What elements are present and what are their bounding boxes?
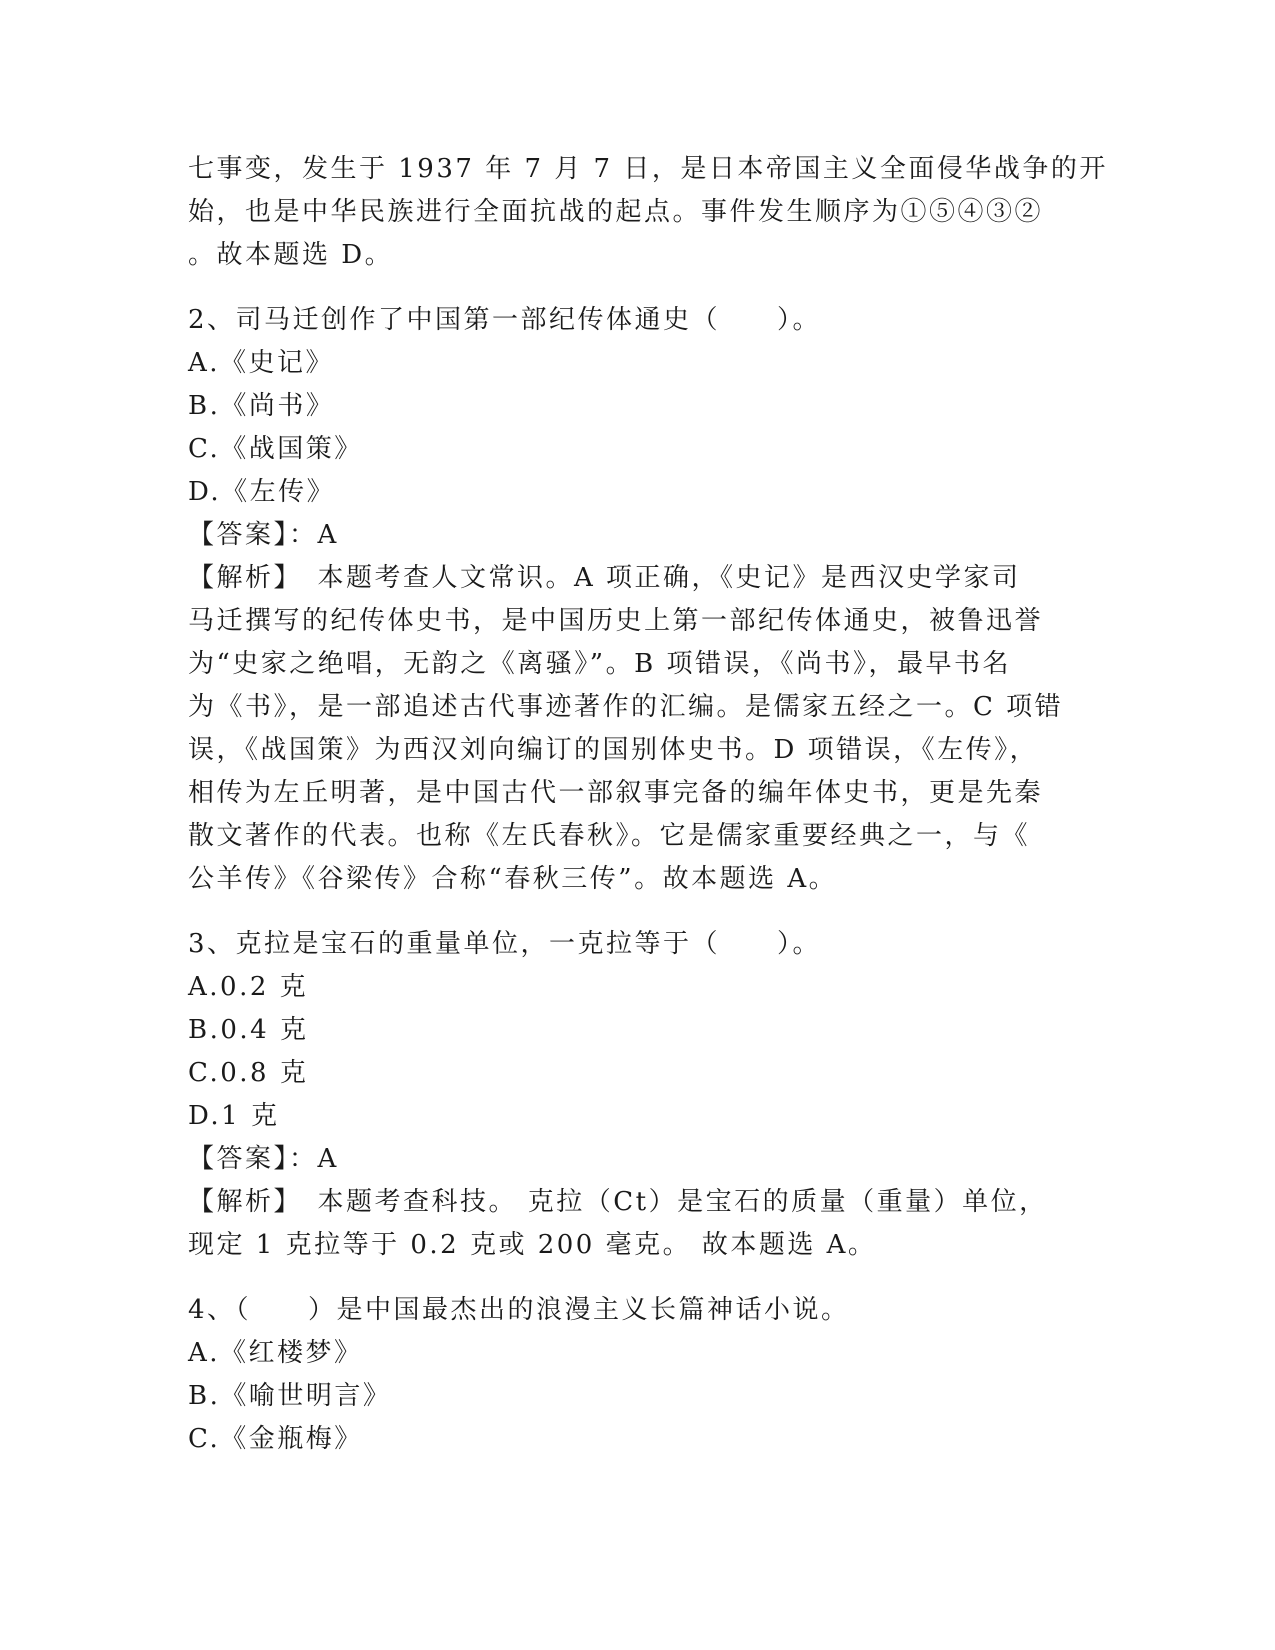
document-page <box>188 148 1108 1461</box>
option-a: A.《红楼梦》 <box>188 1338 363 1368</box>
text-line: 现定 1 克拉等于 0.2 克或 200 毫克。 故本题选 A。 <box>188 1230 877 1260</box>
text-line: 始，也是中华民族进行全面抗战的起点。事件发生顺序为①⑤④③② <box>188 197 1044 227</box>
text-line: 公羊传》《谷梁传》合称“春秋三传”。故本题选 A。 <box>188 864 838 894</box>
text-line: 误，《战国策》为西汉刘向编订的国别体史书。D 项错误，《左传》， <box>188 735 1039 765</box>
option-b: B.《喻世明言》 <box>188 1381 392 1411</box>
analysis-paragraph <box>188 1181 1088 1267</box>
text-line: 马迁撰写的纪传体史书，是中国历史上第一部纪传体通史，被鲁迅誉 <box>188 606 1044 636</box>
question-4 <box>188 1289 1088 1461</box>
text-line: 。故本题选 D。 <box>188 240 394 270</box>
analysis-paragraph <box>188 557 1088 901</box>
question-3 <box>188 923 1088 1267</box>
text-line: 为《书》，是一部追述古代事迹著作的汇编。是儒家五经之一。C 项错 <box>188 692 1064 722</box>
text-line: 【解析】 本题考查人文常识。A 项正确，《史记》是西汉史学家司 <box>188 563 1021 593</box>
text-line: 【解析】 本题考查科技。 克拉（Ct）是宝石的质量（重量）单位， <box>188 1187 1048 1217</box>
text-line: 为“史家之绝唱，无韵之《离骚》”。B 项错误，《尚书》，最早书名 <box>188 649 1011 679</box>
option-d: D.1 克 <box>188 1101 280 1131</box>
option-c: C.《战国策》 <box>188 434 363 464</box>
answer-line: 【答案】：A <box>188 1144 339 1174</box>
question-text: 4、（ ）是中国最杰出的浪漫主义长篇神话小说。 <box>188 1295 850 1325</box>
question-text: 2、司马迁创作了中国第一部纪传体通史（ ）。 <box>188 305 822 335</box>
intro-paragraph <box>188 148 1108 277</box>
answer-line: 【答案】：A <box>188 520 339 550</box>
option-a: A.《史记》 <box>188 348 335 378</box>
option-c: C.0.8 克 <box>188 1058 309 1088</box>
option-b: B.0.4 克 <box>188 1015 309 1045</box>
text-line: 七事变，发生于 1937 年 7 月 7 日，是日本帝国主义全面侵华战争的开 <box>188 154 1108 184</box>
option-b: B.《尚书》 <box>188 391 335 421</box>
option-c: C.《金瓶梅》 <box>188 1424 363 1454</box>
question-text: 3、克拉是宝石的重量单位，一克拉等于（ ）。 <box>188 929 822 959</box>
question-2 <box>188 299 1088 901</box>
option-a: A.0.2 克 <box>188 972 309 1002</box>
option-d: D.《左传》 <box>188 477 336 507</box>
text-line: 相传为左丘明著，是中国古代一部叙事完备的编年体史书，更是先秦 <box>188 778 1044 808</box>
text-line: 散文著作的代表。也称《左氏春秋》。它是儒家重要经典之一，与《 <box>188 821 1031 851</box>
